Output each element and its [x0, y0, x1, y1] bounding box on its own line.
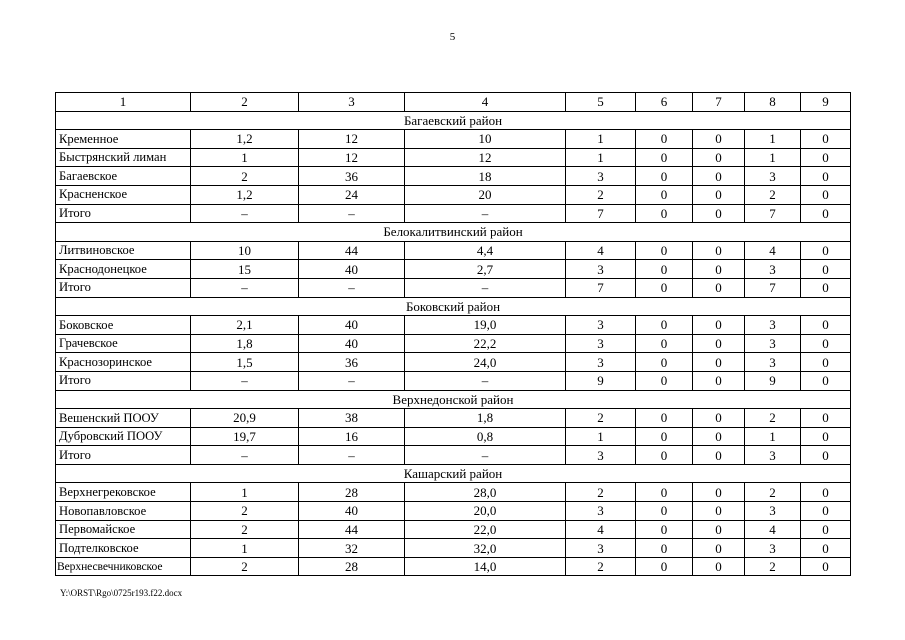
- table-row: [56, 316, 851, 335]
- section-title: Белокалитвинский район: [56, 223, 851, 242]
- value-cell: 20: [405, 185, 566, 204]
- value-cell: 32: [299, 539, 405, 558]
- value-cell: 0: [636, 278, 693, 297]
- value-cell: 2: [745, 483, 801, 502]
- value-cell: 0: [801, 167, 851, 186]
- row-name-cell: Итого: [56, 278, 191, 297]
- value-cell: 0: [801, 409, 851, 428]
- value-cell: –: [405, 278, 566, 297]
- value-cell: 0: [801, 278, 851, 297]
- table-row: [56, 520, 851, 539]
- value-cell: 0: [801, 520, 851, 539]
- section-title-row: [56, 297, 851, 316]
- value-cell: 15: [191, 260, 299, 279]
- value-cell: 19,0: [405, 316, 566, 335]
- value-cell: 4: [566, 520, 636, 539]
- value-cell: 2: [745, 409, 801, 428]
- value-cell: 20,0: [405, 502, 566, 521]
- table-row: [56, 427, 851, 446]
- value-cell: 0: [636, 371, 693, 390]
- value-cell: 0: [636, 185, 693, 204]
- value-cell: 24: [299, 185, 405, 204]
- value-cell: 0: [801, 260, 851, 279]
- value-cell: 10: [405, 130, 566, 149]
- row-name-cell: Итого: [56, 204, 191, 223]
- value-cell: 0: [801, 185, 851, 204]
- value-cell: 2: [745, 557, 801, 576]
- row-name-cell: Верхнесвечниковское: [56, 557, 191, 576]
- value-cell: 0: [693, 371, 745, 390]
- row-name-cell: Багаевское: [56, 167, 191, 186]
- value-cell: –: [405, 204, 566, 223]
- value-cell: 0: [636, 427, 693, 446]
- total-row: [56, 278, 851, 297]
- value-cell: 2,1: [191, 316, 299, 335]
- section-title: Кашарский район: [56, 464, 851, 483]
- value-cell: 2: [566, 409, 636, 428]
- value-cell: 0: [693, 483, 745, 502]
- value-cell: 0: [693, 539, 745, 558]
- value-cell: 40: [299, 502, 405, 521]
- section-title: Боковский район: [56, 297, 851, 316]
- value-cell: 7: [745, 278, 801, 297]
- value-cell: 1: [745, 427, 801, 446]
- value-cell: 44: [299, 241, 405, 260]
- value-cell: 2: [191, 520, 299, 539]
- value-cell: –: [405, 371, 566, 390]
- table-row: [56, 409, 851, 428]
- value-cell: 0: [636, 353, 693, 372]
- value-cell: 40: [299, 260, 405, 279]
- section-title-row: [56, 390, 851, 409]
- value-cell: 0: [801, 241, 851, 260]
- header-cell: 3: [299, 93, 405, 112]
- value-cell: 0: [693, 520, 745, 539]
- value-cell: 0: [693, 334, 745, 353]
- value-cell: –: [191, 446, 299, 465]
- table-row: [56, 148, 851, 167]
- value-cell: 1,5: [191, 353, 299, 372]
- value-cell: 0: [693, 204, 745, 223]
- value-cell: 0: [636, 167, 693, 186]
- row-name-cell: Боковское: [56, 316, 191, 335]
- value-cell: 36: [299, 353, 405, 372]
- value-cell: 0: [636, 502, 693, 521]
- value-cell: 0: [801, 130, 851, 149]
- row-name-cell: Быстрянский лиман: [56, 148, 191, 167]
- value-cell: 22,2: [405, 334, 566, 353]
- value-cell: 0,8: [405, 427, 566, 446]
- table-row: [56, 353, 851, 372]
- value-cell: –: [405, 446, 566, 465]
- value-cell: 0: [693, 148, 745, 167]
- value-cell: 0: [636, 409, 693, 428]
- value-cell: 3: [745, 334, 801, 353]
- value-cell: 0: [801, 427, 851, 446]
- value-cell: –: [191, 371, 299, 390]
- value-cell: 0: [636, 446, 693, 465]
- value-cell: 2: [191, 167, 299, 186]
- header-cell: 7: [693, 93, 745, 112]
- total-row: [56, 446, 851, 465]
- header-cell: 6: [636, 93, 693, 112]
- header-cell: 8: [745, 93, 801, 112]
- value-cell: 0: [636, 557, 693, 576]
- value-cell: 32,0: [405, 539, 566, 558]
- value-cell: 0: [636, 334, 693, 353]
- row-name-cell: Верхнегрековское: [56, 483, 191, 502]
- footer-file-path: Y:\ORST\Rgo\0725r193.f22.docx: [60, 588, 183, 598]
- value-cell: 0: [693, 502, 745, 521]
- header-row: [56, 93, 851, 112]
- value-cell: 3: [745, 446, 801, 465]
- value-cell: 0: [693, 427, 745, 446]
- value-cell: 7: [566, 204, 636, 223]
- value-cell: 0: [801, 483, 851, 502]
- value-cell: 0: [801, 148, 851, 167]
- value-cell: 1: [566, 130, 636, 149]
- value-cell: 12: [299, 148, 405, 167]
- value-cell: 44: [299, 520, 405, 539]
- table-row: [56, 483, 851, 502]
- value-cell: 2: [745, 185, 801, 204]
- value-cell: 0: [636, 204, 693, 223]
- value-cell: 0: [801, 539, 851, 558]
- section-title-row: [56, 111, 851, 130]
- value-cell: 18: [405, 167, 566, 186]
- value-cell: 12: [405, 148, 566, 167]
- value-cell: 24,0: [405, 353, 566, 372]
- row-name-cell: Вешенский ПООУ: [56, 409, 191, 428]
- row-name-cell: Подтелковское: [56, 539, 191, 558]
- value-cell: 3: [566, 502, 636, 521]
- value-cell: 0: [636, 520, 693, 539]
- value-cell: –: [299, 278, 405, 297]
- value-cell: 0: [636, 148, 693, 167]
- value-cell: 1: [191, 483, 299, 502]
- total-row: [56, 371, 851, 390]
- value-cell: 36: [299, 167, 405, 186]
- row-name-cell: Кременное: [56, 130, 191, 149]
- table-row: [56, 260, 851, 279]
- value-cell: 0: [636, 483, 693, 502]
- value-cell: 0: [693, 278, 745, 297]
- value-cell: 1: [566, 148, 636, 167]
- value-cell: 4,4: [405, 241, 566, 260]
- section-title-row: [56, 223, 851, 242]
- value-cell: 3: [566, 334, 636, 353]
- value-cell: –: [191, 204, 299, 223]
- total-row: [56, 204, 851, 223]
- value-cell: 14,0: [405, 557, 566, 576]
- section-title-row: [56, 464, 851, 483]
- value-cell: –: [191, 278, 299, 297]
- value-cell: 7: [566, 278, 636, 297]
- table-row: [56, 334, 851, 353]
- value-cell: 1: [191, 539, 299, 558]
- value-cell: 0: [636, 260, 693, 279]
- table-row: [56, 130, 851, 149]
- value-cell: 1,2: [191, 130, 299, 149]
- row-name-cell: Новопавловское: [56, 502, 191, 521]
- value-cell: 40: [299, 334, 405, 353]
- row-name-cell: Первомайское: [56, 520, 191, 539]
- value-cell: 9: [745, 371, 801, 390]
- value-cell: 0: [801, 316, 851, 335]
- value-cell: 2: [191, 557, 299, 576]
- value-cell: 28,0: [405, 483, 566, 502]
- value-cell: 0: [801, 557, 851, 576]
- row-name-cell: Краснозоринское: [56, 353, 191, 372]
- value-cell: 3: [745, 167, 801, 186]
- value-cell: 2: [566, 483, 636, 502]
- value-cell: 4: [745, 241, 801, 260]
- value-cell: 9: [566, 371, 636, 390]
- value-cell: 12: [299, 130, 405, 149]
- value-cell: 1: [566, 427, 636, 446]
- value-cell: 1: [745, 130, 801, 149]
- value-cell: 0: [693, 353, 745, 372]
- table-row: [56, 241, 851, 260]
- value-cell: 3: [566, 539, 636, 558]
- value-cell: 0: [636, 539, 693, 558]
- value-cell: 0: [801, 353, 851, 372]
- value-cell: –: [299, 446, 405, 465]
- value-cell: 0: [636, 130, 693, 149]
- value-cell: –: [299, 371, 405, 390]
- value-cell: 3: [566, 167, 636, 186]
- value-cell: 2,7: [405, 260, 566, 279]
- row-name-cell: Итого: [56, 446, 191, 465]
- table-row: [56, 557, 851, 576]
- value-cell: 3: [566, 353, 636, 372]
- value-cell: 0: [693, 260, 745, 279]
- section-title: Багаевский район: [56, 111, 851, 130]
- table-row: [56, 185, 851, 204]
- value-cell: 3: [745, 353, 801, 372]
- section-title: Верхнедонской район: [56, 390, 851, 409]
- value-cell: 0: [693, 167, 745, 186]
- value-cell: 28: [299, 557, 405, 576]
- value-cell: 4: [566, 241, 636, 260]
- value-cell: 0: [636, 316, 693, 335]
- header-cell: 5: [566, 93, 636, 112]
- value-cell: 3: [745, 539, 801, 558]
- value-cell: 22,0: [405, 520, 566, 539]
- value-cell: 0: [693, 446, 745, 465]
- value-cell: 1,2: [191, 185, 299, 204]
- value-cell: 2: [191, 502, 299, 521]
- value-cell: 2: [566, 185, 636, 204]
- value-cell: 0: [636, 241, 693, 260]
- value-cell: 38: [299, 409, 405, 428]
- data-table: [55, 92, 851, 576]
- value-cell: 0: [801, 502, 851, 521]
- value-cell: 0: [693, 241, 745, 260]
- value-cell: 3: [566, 446, 636, 465]
- value-cell: 16: [299, 427, 405, 446]
- value-cell: 1,8: [191, 334, 299, 353]
- header-cell: 1: [56, 93, 191, 112]
- value-cell: 3: [745, 502, 801, 521]
- value-cell: 0: [693, 409, 745, 428]
- value-cell: 3: [745, 260, 801, 279]
- value-cell: 0: [693, 130, 745, 149]
- table-row: [56, 167, 851, 186]
- value-cell: 0: [693, 316, 745, 335]
- header-cell: 4: [405, 93, 566, 112]
- value-cell: 0: [801, 371, 851, 390]
- value-cell: –: [299, 204, 405, 223]
- row-name-cell: Литвиновское: [56, 241, 191, 260]
- value-cell: 3: [745, 316, 801, 335]
- value-cell: 0: [801, 446, 851, 465]
- value-cell: 40: [299, 316, 405, 335]
- value-cell: 1: [745, 148, 801, 167]
- header-cell: 2: [191, 93, 299, 112]
- value-cell: 0: [693, 185, 745, 204]
- value-cell: 0: [801, 334, 851, 353]
- value-cell: 20,9: [191, 409, 299, 428]
- row-name-cell: Дубровский ПООУ: [56, 427, 191, 446]
- value-cell: 3: [566, 316, 636, 335]
- table-row: [56, 539, 851, 558]
- value-cell: 1: [191, 148, 299, 167]
- value-cell: 0: [693, 557, 745, 576]
- header-cell: 9: [801, 93, 851, 112]
- value-cell: 3: [566, 260, 636, 279]
- value-cell: 28: [299, 483, 405, 502]
- row-name-cell: Итого: [56, 371, 191, 390]
- row-name-cell: Краснодонецкое: [56, 260, 191, 279]
- value-cell: 0: [801, 204, 851, 223]
- page-number: 5: [449, 31, 456, 43]
- row-name-cell: Красненское: [56, 185, 191, 204]
- value-cell: 1,8: [405, 409, 566, 428]
- table-row: [56, 502, 851, 521]
- value-cell: 4: [745, 520, 801, 539]
- row-name-cell: Грачевское: [56, 334, 191, 353]
- value-cell: 10: [191, 241, 299, 260]
- value-cell: 2: [566, 557, 636, 576]
- value-cell: 7: [745, 204, 801, 223]
- value-cell: 19,7: [191, 427, 299, 446]
